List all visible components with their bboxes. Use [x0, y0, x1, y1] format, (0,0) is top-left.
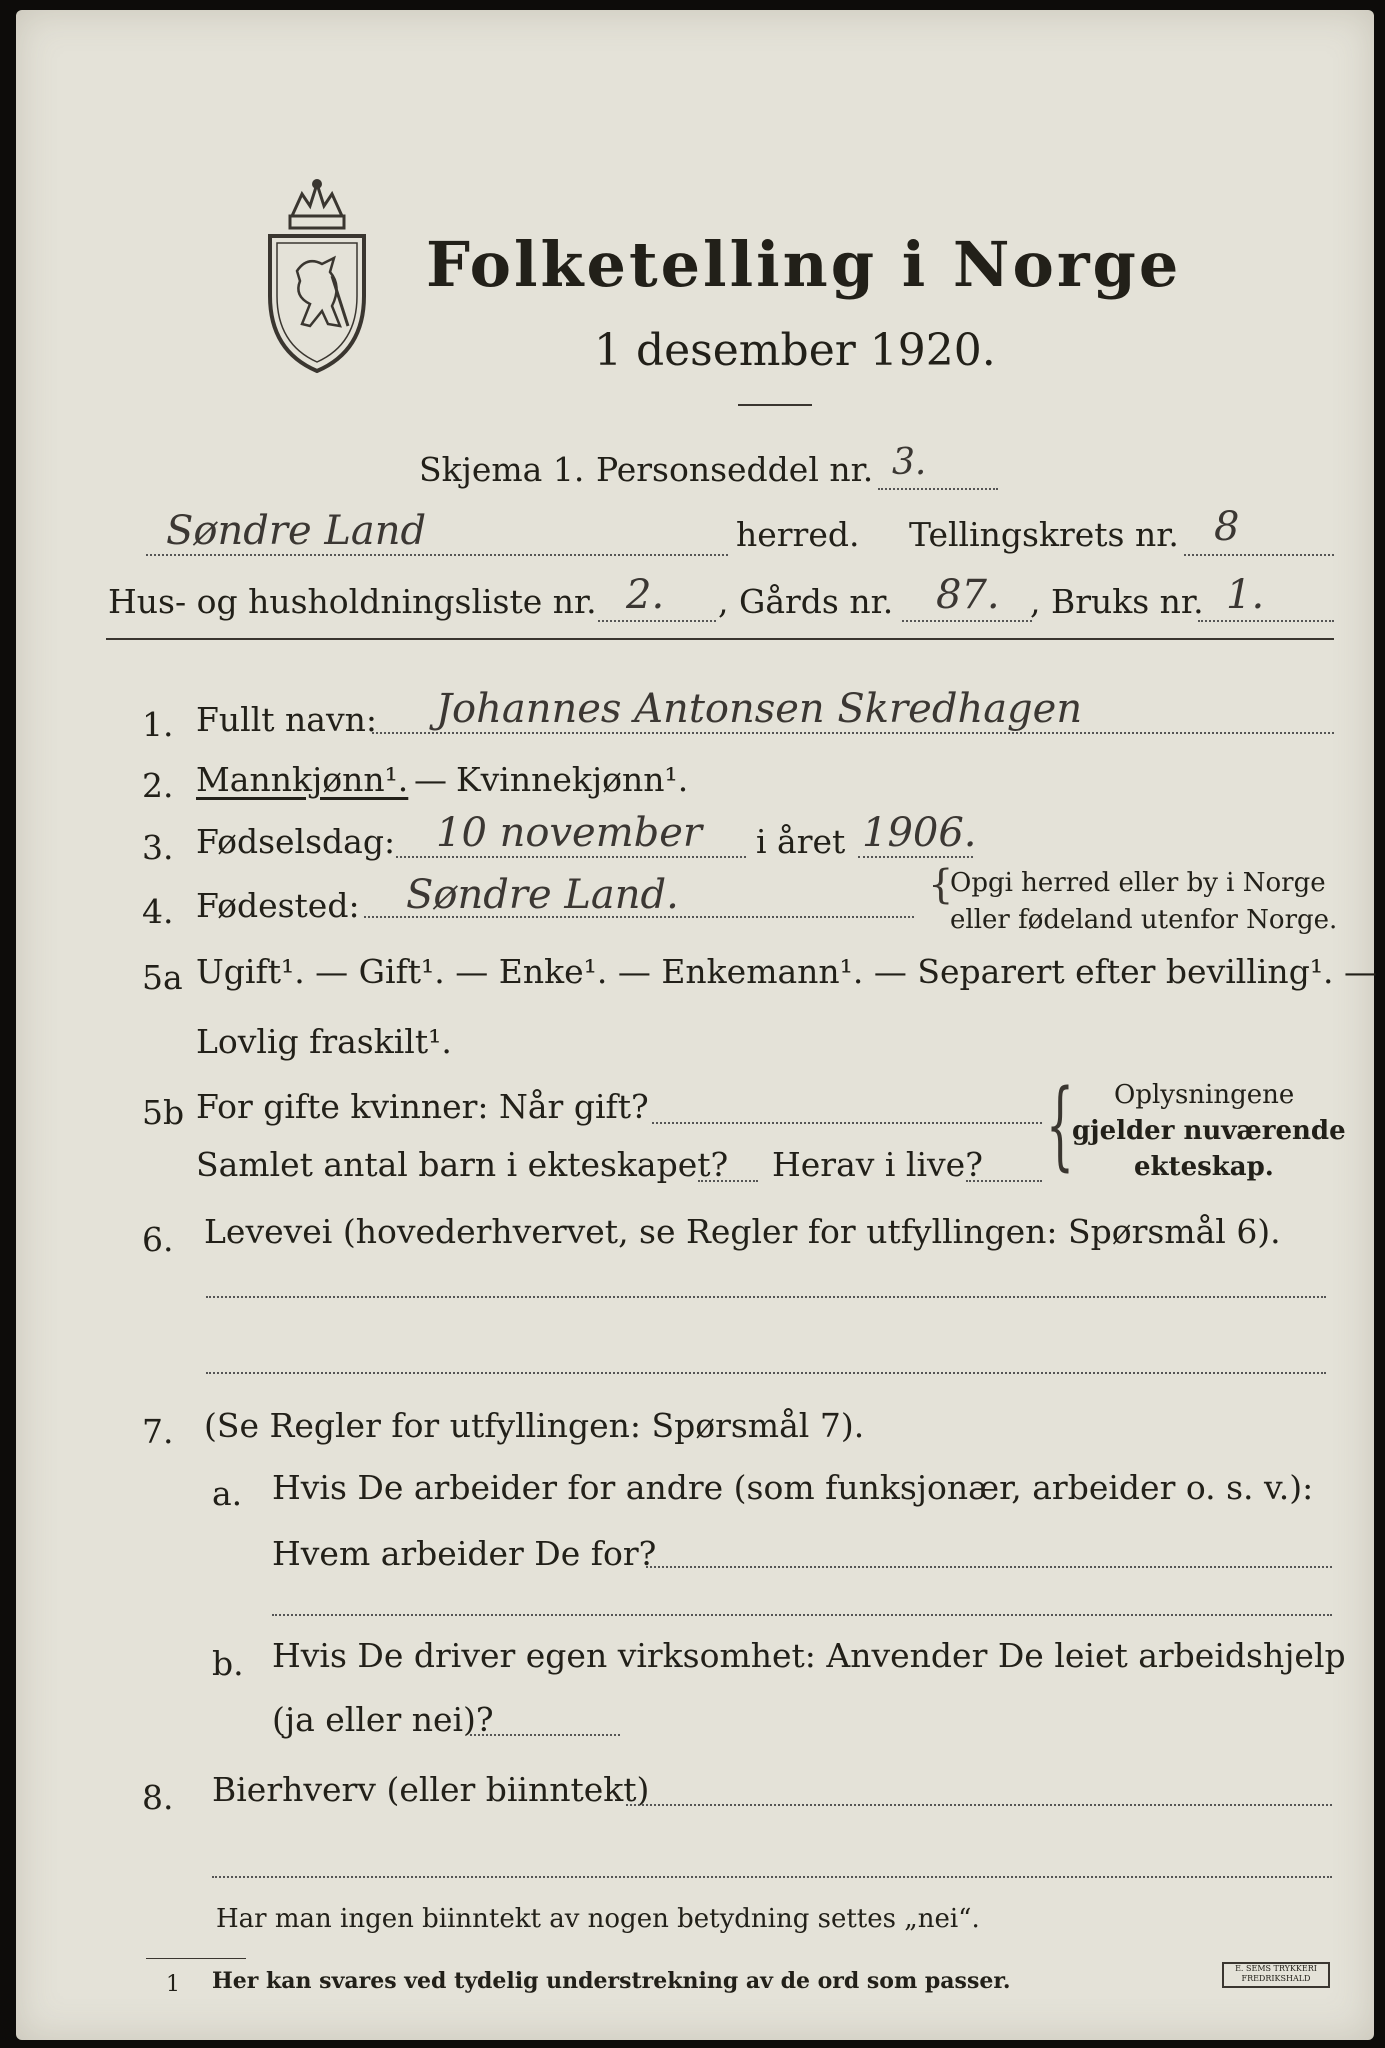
employer-field-2[interactable]: [272, 1614, 1332, 1616]
q4-number: 4.: [142, 892, 174, 931]
herred-line: [146, 554, 728, 556]
bruks-line: [1198, 620, 1334, 622]
q6-number: 6.: [142, 1220, 174, 1259]
side-income-field-2[interactable]: [212, 1876, 1332, 1878]
q7-label: (Se Regler for utfyllingen: Spørsmål 7).: [204, 1406, 865, 1445]
q5b-children: Samlet antal barn i ekteskapet?: [196, 1145, 729, 1184]
q5b-note-line2: gjelder nuværende: [1072, 1116, 1346, 1146]
q7b-text: Hvis De driver egen virksomhet: Anvender De leiet arbeidshjelp: [272, 1636, 1346, 1675]
hus-line: [598, 620, 716, 622]
marital-divorced[interactable]: Lovlig fraskilt¹.: [196, 1022, 452, 1061]
birthyear-value[interactable]: 1906.: [862, 810, 977, 856]
printer-stamp-line1: E. SEMS TRYKKERI: [1235, 1964, 1317, 1973]
birthyear-line: [858, 856, 973, 858]
q7b-letter: b.: [212, 1644, 244, 1683]
occupation-line-2[interactable]: [206, 1372, 1326, 1374]
footnote-text: Her kan svares ved tydelig understrekning av de ord som passer.: [212, 1968, 1011, 1994]
q8-label: Bierhverv (eller biinntekt): [212, 1770, 650, 1809]
male-option[interactable]: Mannkjønn¹.: [196, 760, 409, 799]
herred-label: herred.: [736, 515, 860, 554]
birthdate-line: [396, 856, 746, 858]
q3-label: Fødselsdag:: [196, 822, 396, 861]
herred-value[interactable]: Søndre Land: [166, 508, 427, 554]
occupation-line-1[interactable]: [206, 1296, 1326, 1298]
personseddel-value[interactable]: 3.: [892, 442, 927, 483]
female-option[interactable]: Kvinnekjønn¹.: [456, 760, 689, 799]
year-label: i året: [756, 822, 846, 861]
q7a-letter: a.: [212, 1474, 243, 1513]
tellingskrets-value[interactable]: 8: [1214, 504, 1240, 550]
tellingskrets-label: Tellingskrets nr.: [909, 515, 1179, 554]
gards-line: [902, 620, 1032, 622]
q2-number: 2.: [142, 766, 174, 805]
census-form: [16, 10, 1378, 2040]
birthplace-line: [364, 916, 914, 918]
employer-field[interactable]: [646, 1566, 1332, 1568]
q7a-text: Hvis De arbeider for andre (som funksjonær, arbeider o. s. v.):: [272, 1468, 1314, 1507]
gards-label: , Gårds nr.: [718, 582, 894, 621]
q5b-alive: Herav i live?: [772, 1145, 983, 1184]
full-name-value[interactable]: Johannes Antonsen Skredhagen: [436, 686, 1083, 732]
census-date: 1 desember 1920.: [594, 325, 996, 376]
form-title: Folketelling i Norge: [426, 228, 1182, 301]
hus-value[interactable]: 2.: [626, 572, 665, 618]
coat-of-arms-icon: [262, 176, 372, 376]
personseddel-label: Personseddel nr.: [596, 450, 874, 489]
birthdate-value[interactable]: 10 november: [436, 810, 703, 856]
personseddel-line: [878, 488, 998, 490]
q4-note-line2: eller fødeland utenfor Norge.: [950, 905, 1338, 935]
q5b-note-line3: ekteskap.: [1134, 1152, 1274, 1182]
q6-label: Levevei (hovederhvervet, se Regler for utfyllingen: Spørsmål 6).: [204, 1212, 1281, 1251]
hired-help-field[interactable]: [470, 1734, 620, 1736]
alive-field[interactable]: [966, 1180, 1042, 1182]
bruks-label: , Bruks nr.: [1030, 582, 1204, 621]
gards-value[interactable]: 87.: [936, 572, 1000, 618]
q7a-question: Hvem arbeider De for?: [272, 1534, 657, 1573]
q4-label: Fødested:: [196, 886, 360, 925]
q2-separator: —: [414, 760, 447, 799]
q4-note-line1: Opgi herred eller by i Norge: [950, 868, 1326, 898]
footnote-mark: 1: [166, 1972, 180, 1997]
bruks-value[interactable]: 1.: [1226, 572, 1265, 618]
children-field[interactable]: [698, 1180, 758, 1182]
title-divider: [738, 404, 812, 406]
q5b-brace: {: [1046, 1070, 1074, 1183]
side-income-note: Har man ingen biinntekt av nogen betydning settes „nei“.: [216, 1904, 980, 1934]
q5b-note-line1: Oplysningene: [1114, 1080, 1295, 1110]
side-income-field[interactable]: [626, 1804, 1332, 1806]
q3-number: 3.: [142, 828, 174, 867]
printer-stamp-line2: FREDRIKSHALD: [1241, 1974, 1311, 1983]
q5b-number: 5b: [142, 1093, 185, 1132]
skjema-label: Skjema 1.: [419, 450, 585, 489]
q8-number: 8.: [142, 1778, 174, 1817]
footnote-rule: [146, 1958, 246, 1959]
hus-label: Hus- og husholdningsliste nr.: [108, 582, 597, 621]
header-rule: [106, 638, 1334, 640]
q4-brace: {: [928, 862, 954, 908]
when-married-field[interactable]: [652, 1122, 1042, 1124]
q1-label: Fullt navn:: [196, 700, 377, 739]
q1-number: 1.: [142, 705, 174, 744]
q5a-number: 5a: [142, 958, 183, 997]
birthplace-value[interactable]: Søndre Land.: [406, 872, 679, 918]
q5b-when-married: For gifte kvinner: Når gift?: [196, 1087, 649, 1126]
full-name-line: [372, 732, 1334, 734]
tellingskrets-line: [1184, 554, 1334, 556]
marital-options[interactable]: Ugift¹. — Gift¹. — Enke¹. — Enkemann¹. — Separert efter bevilling¹. —: [196, 952, 1378, 991]
q7-number: 7.: [142, 1412, 174, 1451]
q7b-question: (ja eller nei)?: [272, 1700, 494, 1739]
printer-stamp: [1222, 1962, 1330, 1988]
